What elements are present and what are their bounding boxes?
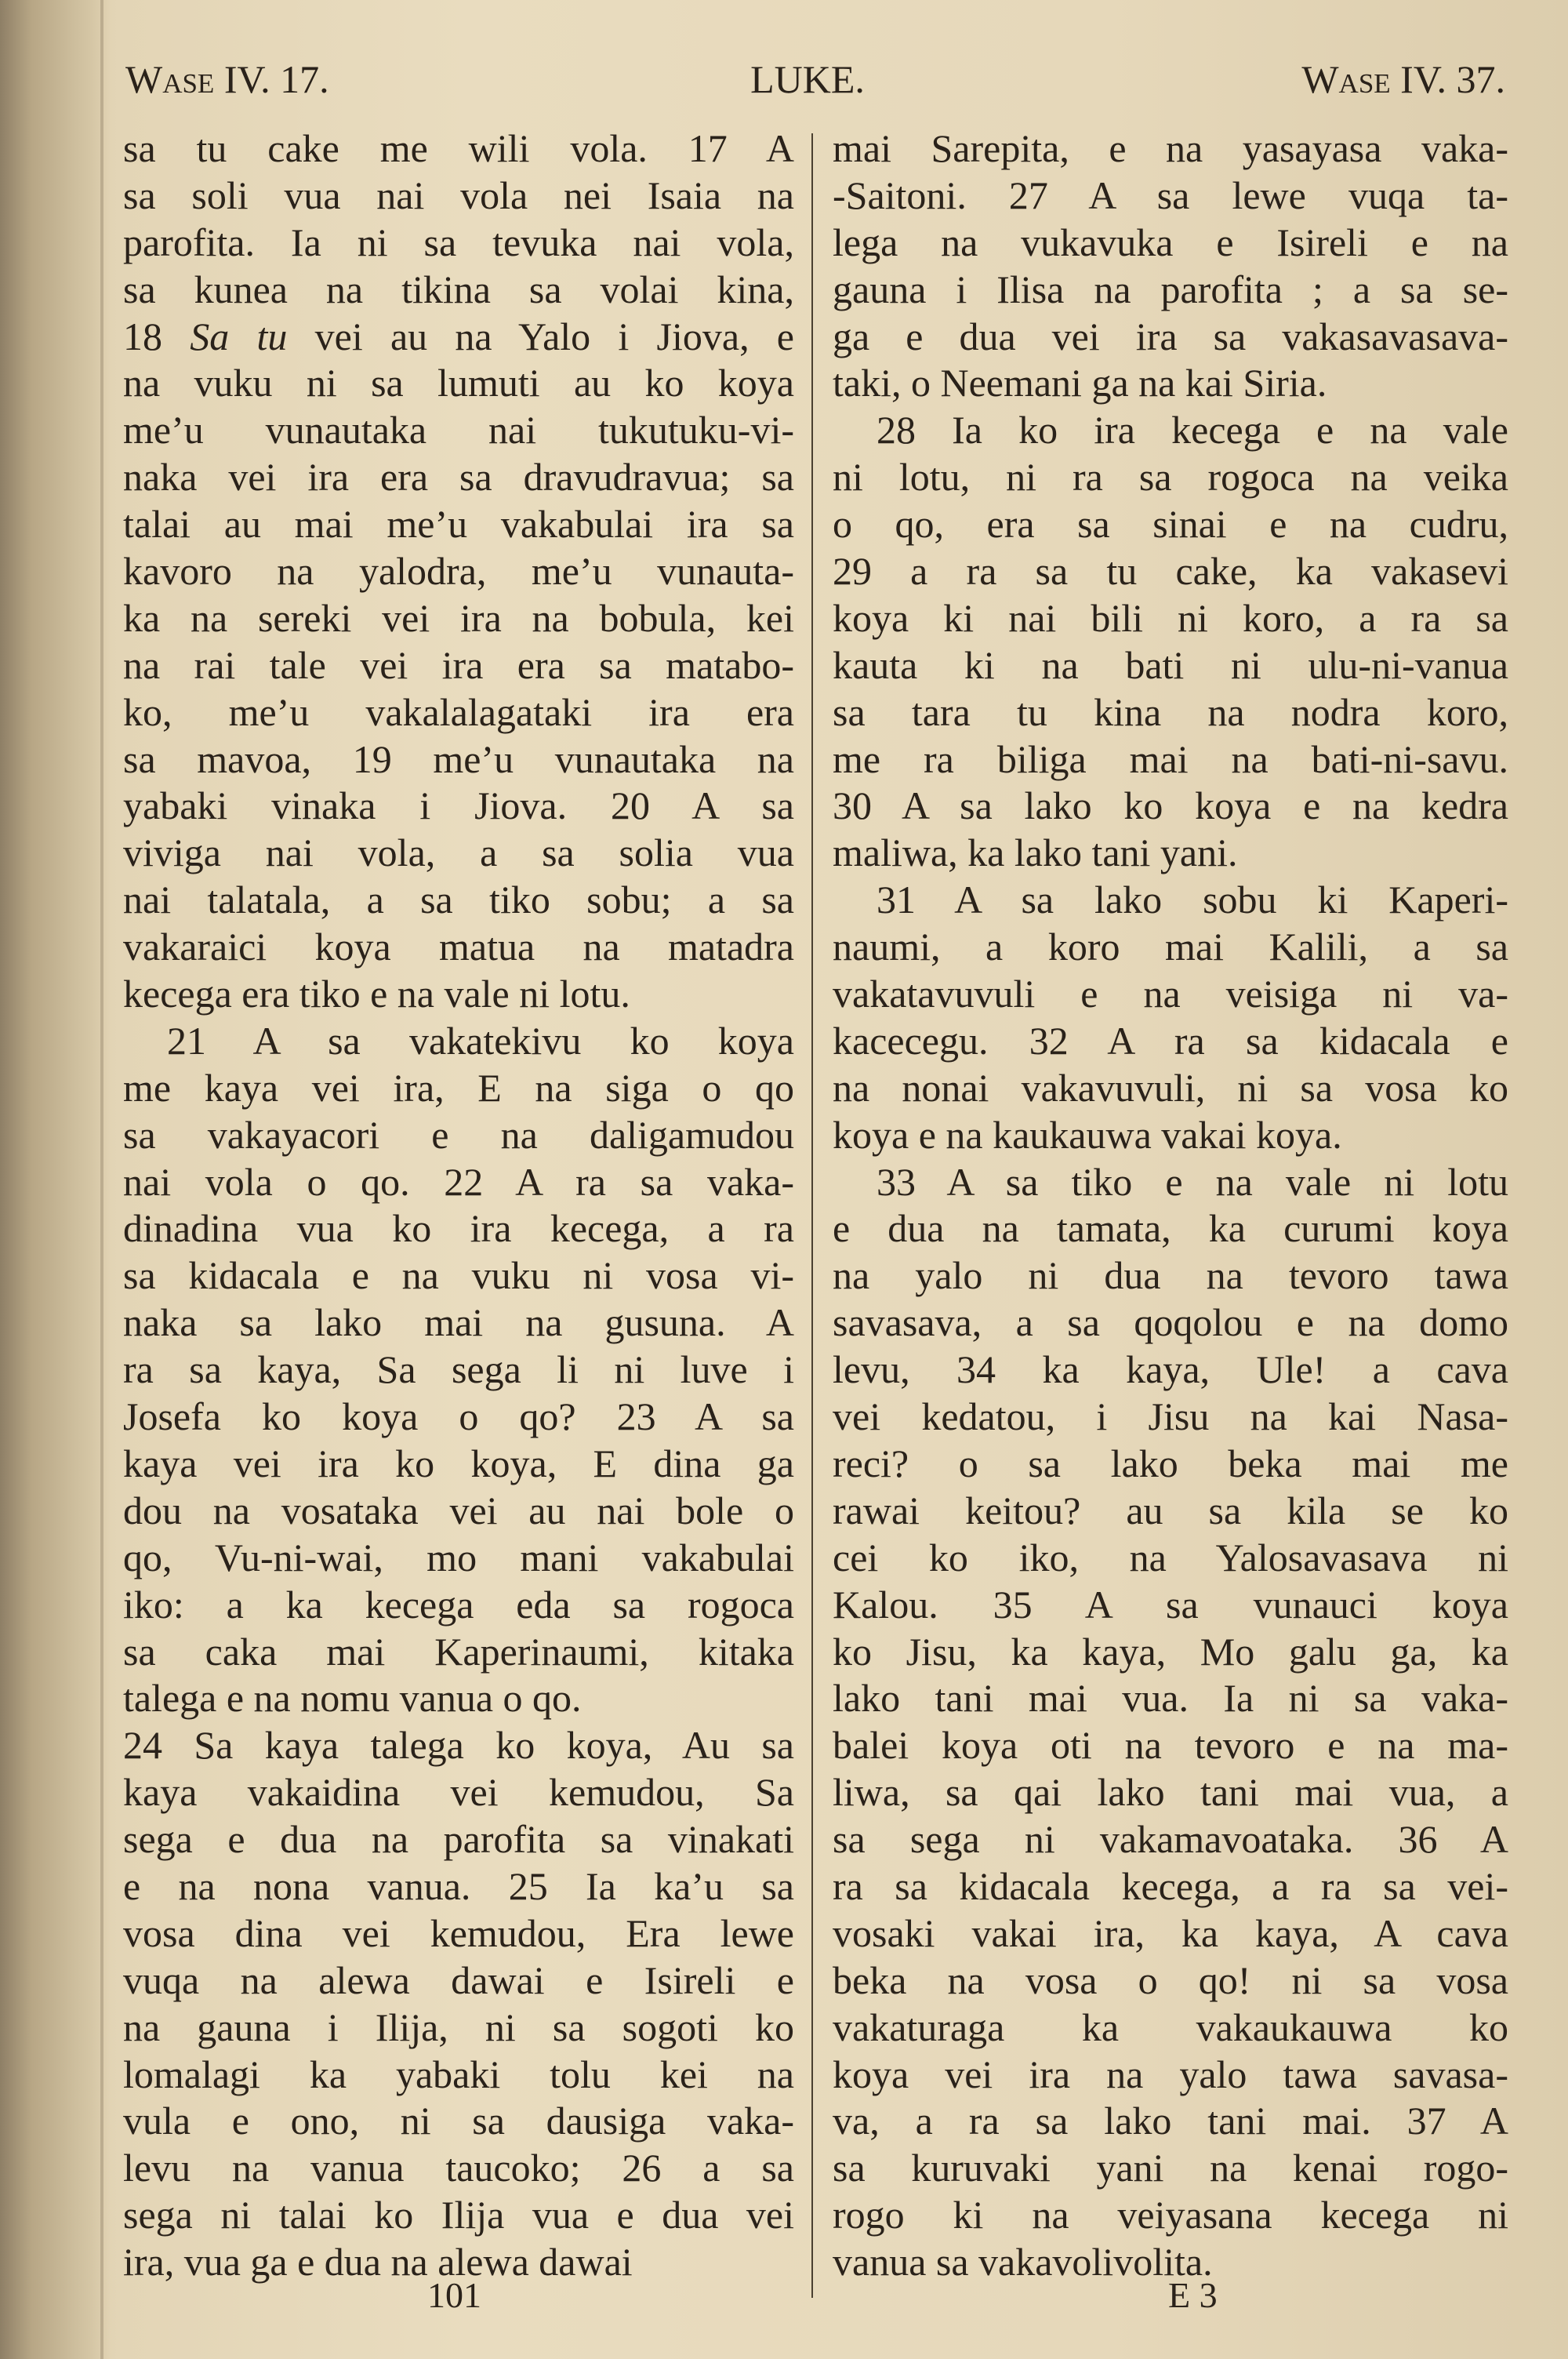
text-line: koya ki nai bili ni koro, a ra sa <box>833 595 1508 640</box>
text-line: naumi, a koro mai Kalili, a sa <box>833 925 1508 969</box>
text-line: sa vakayacori e na daligamudou <box>123 1112 794 1157</box>
running-head-left: Wase IV. 17. <box>125 57 329 101</box>
text-line: na yalo ni dua na tevoro tawa <box>833 1253 1508 1298</box>
text-line: sa soli vua nai vola nei Isaia na <box>123 173 794 217</box>
text-line: na nonai vakavuvuli, ni sa vosa ko <box>833 1065 1508 1110</box>
text-line: vosaki vakai ira, ka kaya, A cava <box>833 1910 1508 1955</box>
text-line: sa caka mai Kaperinaumi, kitaka <box>123 1629 794 1674</box>
column-divider <box>811 133 813 2298</box>
text-line: vakatavuvuli e na veisiga ni va- <box>833 972 1508 1016</box>
text-line: talega e na nomu vanua o qo. <box>123 1676 582 1721</box>
text-line: kaya vakaidina vei kemudou, Sa <box>123 1770 794 1815</box>
text-line: kacecegu. 32 A ra sa kidacala e <box>833 1018 1508 1063</box>
text-line: ni lotu, ni ra sa rogoca na veika <box>833 455 1508 500</box>
text-line: sa tara tu kina na nodra koro, <box>833 689 1508 734</box>
text-line: kecega era tiko e na vale ni lotu. <box>123 972 630 1016</box>
text-line: lomalagi ka yabaki tolu kei na <box>123 2052 794 2096</box>
text-line: naka vei ira era sa dravudravua; sa <box>123 455 794 500</box>
text-line: 29 a ra sa tu cake, ka vakasevi <box>833 549 1508 594</box>
text-line: ko, me’u vakalalagataki ira era <box>123 689 794 734</box>
text-line: lako tani mai vua. Ia ni sa vaka- <box>833 1676 1508 1721</box>
text-line: vakaturaga ka vakaukauwa ko <box>833 2005 1508 2049</box>
running-head-title: LUKE. <box>750 57 865 101</box>
text-line: me kaya vei ira, E na siga o qo <box>123 1065 794 1110</box>
text-line: e dua na tamata, ka curumi koya <box>833 1206 1508 1251</box>
text-line: koya vei ira na yalo tawa savasa- <box>833 2052 1508 2096</box>
text-line: lega na vukavuka e Isireli e na <box>833 220 1508 264</box>
text-line: 24 Sa kaya talega ko koya, Au sa <box>123 1723 794 1768</box>
text-line: sa kuruvaki yani na kenai rogo- <box>833 2146 1508 2190</box>
page-number: 101 <box>427 2275 481 2315</box>
text-line: kavoro na yalodra, me’u vunauta- <box>123 549 794 594</box>
text-line: na vuku ni sa lumuti au ko koya <box>123 361 794 405</box>
text-line: kaya vei ira ko koya, E dina ga <box>123 1441 794 1485</box>
text-line: mai Sarepita, e na yasayasa vaka- <box>833 126 1508 170</box>
right-text-column <box>833 125 1508 2286</box>
text-line: na rai tale vei ira era sa matabo- <box>123 642 794 687</box>
text-line: sa kidacala e na vuku ni vosa vi- <box>123 1253 794 1298</box>
text-line: reci? o sa lako beka mai me <box>833 1441 1508 1485</box>
text-line: cei ko iko, na Yalosavasava ni <box>833 1535 1508 1579</box>
text-line: vakaraici koya matua na matadra <box>123 925 794 969</box>
text-line: ra sa kaya, Sa sega li ni luve i <box>123 1347 794 1392</box>
text-line: ra sa kidacala kecega, a ra sa vei- <box>833 1863 1508 1908</box>
text-line: sa tu cake me wili vola. 17 A <box>123 126 794 170</box>
text-line: ka na sereki vei ira na bobula, kei <box>123 595 794 640</box>
printer-signature-mark: E 3 <box>1168 2275 1218 2315</box>
text-line: balei koya oti na tevoro e na ma- <box>833 1723 1508 1768</box>
text-line: iko: a ka kecega eda sa rogoca <box>123 1582 794 1627</box>
text-line: nai talatala, a sa tiko sobu; a sa <box>123 878 794 922</box>
text-line: taki, o Neemani ga na kai Siria. <box>833 361 1327 405</box>
text-line: 21 A sa vakatekivu ko koya <box>167 1018 794 1063</box>
text-line: sa sega ni vakamavoataka. 36 A <box>833 1817 1508 1862</box>
text-line: sa mavoa, 19 me’u vunautaka na <box>123 736 794 781</box>
text-line: dinadina vua ko ira kecega, a ra <box>123 1206 794 1251</box>
text-line: vuqa na alewa dawai e Isireli e <box>123 1957 794 2002</box>
running-head-right: Wase IV. 37. <box>1301 57 1505 101</box>
text-line: 33 A sa tiko e na vale ni lotu <box>877 1159 1508 1204</box>
text-line: va, a ra sa lako tani mai. 37 A <box>833 2099 1508 2143</box>
text-line: sega e dua na parofita sa vinakati <box>123 1817 794 1862</box>
text-line: vanua sa vakavolivolita. <box>833 2240 1213 2284</box>
italic-text: Sa tu <box>190 314 288 358</box>
text-line: levu na vanua taucoko; 26 a sa <box>123 2146 794 2190</box>
text-line: me’u vunautaka nai tukutuku-vi- <box>123 408 794 453</box>
text-line: na gauna i Ilija, ni sa sogoti ko <box>123 2005 794 2049</box>
text-line: Josefa ko koya o qo? 23 A sa <box>123 1394 794 1439</box>
text-line: sega ni talai ko Ilija vua e dua vei <box>123 2193 794 2237</box>
text-line: 28 Ia ko ira kecega e na vale <box>877 408 1508 453</box>
text-line: nai vola o qo. 22 A ra sa vaka- <box>123 1159 794 1204</box>
text-line: qo, Vu-ni-wai, mo mani vakabulai <box>123 1535 794 1579</box>
text-line: beka na vosa o qo! ni sa vosa <box>833 1957 1508 2002</box>
text-line: sa kunea na tikina sa volai kina, <box>123 267 794 311</box>
text-line <box>123 314 794 361</box>
text-line: naka sa lako mai na gusuna. A <box>123 1300 794 1345</box>
text-line: gauna i Ilisa na parofita ; a sa se- <box>833 267 1508 311</box>
text-segment: vei au na Yalo i Jiova, e <box>287 314 794 358</box>
text-line: -Saitoni. 27 A sa lewe vuqa ta- <box>833 173 1508 217</box>
text-line: ga e dua vei ira sa vakasavasava- <box>833 314 1508 358</box>
text-line: koya e na kaukauwa vakai koya. <box>833 1112 1342 1157</box>
text-line: savasava, a sa qoqolou e na domo <box>833 1300 1508 1345</box>
text-line: viviga nai vola, a sa solia vua <box>123 831 794 875</box>
text-line: e na nona vanua. 25 Ia ka’u sa <box>123 1863 794 1908</box>
text-line: rogo ki na veiyasana kecega ni <box>833 2193 1508 2237</box>
text-line: o qo, era sa sinai e na cudru, <box>833 502 1508 547</box>
text-line: liwa, sa qai lako tani mai vua, a <box>833 1770 1508 1815</box>
text-line: 31 A sa lako sobu ki Kaperi- <box>877 878 1508 922</box>
text-line: vula e ono, ni sa dausiga vaka- <box>123 2099 794 2143</box>
text-line: parofita. Ia ni sa tevuka nai vola, <box>123 220 794 264</box>
text-line: Kalou. 35 A sa vunauci koya <box>833 1582 1508 1627</box>
left-text-column <box>123 125 794 2286</box>
text-line: dou na vosataka vei au nai bole o <box>123 1488 794 1532</box>
text-line: vei kedatou, i Jisu na kai Nasa- <box>833 1394 1508 1439</box>
text-line: vosa dina vei kemudou, Era lewe <box>123 1910 794 1955</box>
text-line: rawai keitou? au sa kila se ko <box>833 1488 1508 1532</box>
text-line: levu, 34 ka kaya, Ule! a cava <box>833 1347 1508 1392</box>
text-line: ira, vua ga e dua na alewa dawai <box>123 2240 633 2284</box>
page-fold-edge <box>100 0 103 2359</box>
text-line: yabaki vinaka i Jiova. 20 A sa <box>123 783 794 828</box>
text-line: talai au mai me’u vakabulai ira sa <box>123 502 794 547</box>
text-segment: 18 <box>123 314 191 358</box>
text-line: ko Jisu, ka kaya, Mo galu ga, ka <box>833 1629 1508 1674</box>
facing-page-gutter <box>0 0 110 2359</box>
text-line: me ra biliga mai na bati-ni-savu. <box>833 736 1508 781</box>
text-line: kauta ki na bati ni ulu-ni-vanua <box>833 642 1508 687</box>
text-line: maliwa, ka lako tani yani. <box>833 831 1238 875</box>
text-line: 30 A sa lako ko koya e na kedra <box>833 783 1508 828</box>
